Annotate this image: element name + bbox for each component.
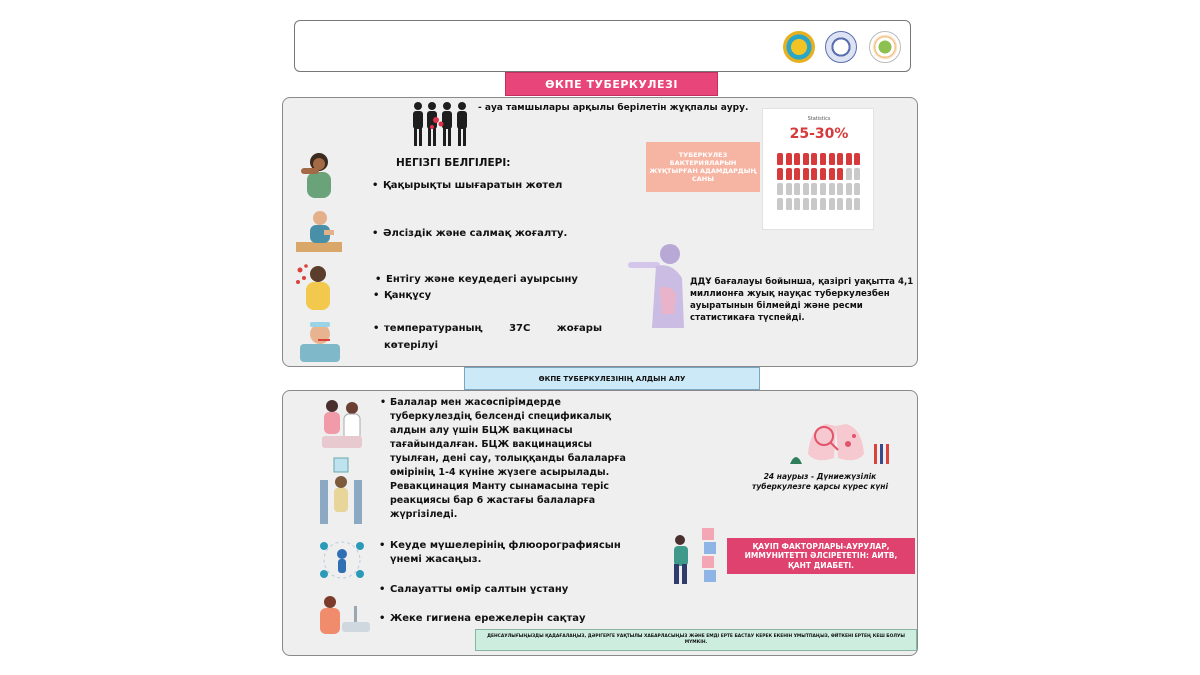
statistics-person-figure [820, 183, 826, 195]
statistics-person-figure [811, 183, 817, 195]
fever-person-illustration [296, 314, 344, 364]
statistics-person-figure [794, 168, 800, 180]
healthy-lifestyle-illustration [316, 534, 368, 586]
intro-text: - ауа тамшылары арқылы берілетін жұқпалы ауру. [478, 103, 749, 113]
statistics-person-figure [846, 183, 852, 195]
who-estimate-text: ДДҰ бағалауы бойынша, қазіргі уақытта 4,1 миллионға жуық науқас туберкулезбен ауыратынын білмейді және ресми статистикаға түспейді. [690, 277, 914, 323]
statistics-person-figure [803, 198, 809, 210]
emblem-icon [783, 31, 815, 63]
statistics-person-figure [820, 198, 826, 210]
footer-advice: ДЕНСАУЛЫҒЫҢЫЗДЫ ҚАДАҒАЛАҢЫЗ, ДӘРІГЕРГЕ УАҚТЫЛЫ ХАБАРЛАСЫҢЫЗ ЖӘНЕ ЕМДІ ЕРТЕ БАСТАУ КЕРЕК ЕКЕНІН ҰМЫТПАҢЫЗ, ӨЙТКЕНІ ЕРТЕҢ КЕШ БОЛУЫ МҮМКІН. [475, 629, 917, 651]
header-box [294, 20, 911, 72]
risk-blocks-illustration [664, 524, 724, 588]
statistics-card [762, 108, 874, 230]
statistics-label: Statistics [807, 116, 831, 122]
bcg-vaccine-text: • Балалар мен жасөспірімдерде туберкулездің белсенді спецификалық алдын алу үшін БЦЖ вакцинасы тағайындалған. БЦЖ вакцинациясы туылған, дені сау, толыққанды балаларға өмірінің 1-4 күніне жүзеге асырылады. Ревакцинация Манту сынамасына теріс реакциясы бар 6 жастағы балаларға жүргізіледі. [390, 396, 630, 522]
statistics-person-figure [820, 153, 826, 165]
statistics-person-figure [820, 168, 826, 180]
statistics-person-figure [837, 153, 843, 165]
statistics-person-figure [829, 198, 835, 210]
vaccination-illustration [318, 396, 366, 450]
statistics-person-figure [854, 183, 860, 195]
tree-logo-icon [869, 31, 901, 63]
tired-person-illustration [294, 208, 344, 256]
university-seal-icon [825, 31, 857, 63]
statistics-person-figure [829, 153, 835, 165]
prevention-item: • Жеке гигиена ережелерін сақтау [390, 611, 586, 626]
statistics-person-figure [846, 168, 852, 180]
statistics-person-figure [846, 153, 852, 165]
statistics-person-figure [786, 153, 792, 165]
hand-washing-illustration [310, 592, 374, 640]
statistics-person-figure [811, 168, 817, 180]
statistics-person-figure [854, 153, 860, 165]
statistics-person-figure [803, 183, 809, 195]
statistics-person-figure [854, 198, 860, 210]
statistics-person-figure [794, 183, 800, 195]
risk-factors-box: ҚАУІП ФАКТОРЛАРЫ-АУРУЛАР, ИММУНИТЕТТІ ӘЛСІРЕТЕТІН: АИТВ, ҚАНТ ДИАБЕТІ. [727, 538, 915, 574]
symptom-item: • температураның 37С жоғары көтерілуі [384, 320, 602, 354]
statistics-person-figure [837, 198, 843, 210]
statistics-person-figure [786, 168, 792, 180]
statistics-person-figure [829, 183, 835, 195]
statistics-person-figure [777, 183, 783, 195]
statistics-percent: 25-30% [789, 126, 849, 142]
prevention-title: ӨКПЕ ТУБЕРКУЛЕЗІНІҢ АЛДЫН АЛУ [464, 367, 760, 390]
statistics-person-figure [786, 198, 792, 210]
statistics-person-figure [794, 198, 800, 210]
xray-screening-illustration [314, 456, 368, 530]
statistics-person-figure [829, 168, 835, 180]
statistics-person-figure [803, 168, 809, 180]
symptom-item: • Қанқұсу [384, 288, 431, 303]
lung-patient-illustration [626, 238, 690, 330]
statistics-person-figure [846, 198, 852, 210]
statistics-person-figure [811, 153, 817, 165]
symptom-item: • Қақырықты шығаратын жөтел [383, 178, 562, 193]
people-group-icon [410, 100, 470, 150]
statistics-person-figure [811, 198, 817, 210]
world-tb-day-caption: 24 наурыз - Дүниежүзілік туберкулезге қарсы күрес күні [751, 472, 889, 491]
statistics-person-figure [837, 168, 843, 180]
statistics-person-figure [777, 198, 783, 210]
symptom-item: • Әлсіздік және салмақ жоғалту. [383, 226, 567, 241]
symptoms-title: НЕГІЗГІ БЕЛГІЛЕРІ: [396, 157, 511, 169]
bacteria-infected-label: ТУБЕРКУЛЕЗ БАКТЕРИЯЛАРЫН ЖҰҚТЫРҒАН АДАМДАРДЫҢ САНЫ [646, 142, 760, 192]
prevention-item: • Кеуде мүшелерінің флюорографиясын үнемі жасаңыз. [390, 539, 630, 567]
statistics-figures-icon [777, 153, 863, 210]
page-title: ӨКПЕ ТУБЕРКУЛЕЗІ [505, 72, 718, 96]
lungs-bacteria-illustration [786, 414, 894, 470]
statistics-person-figure [777, 153, 783, 165]
coughing-person-illustration [295, 150, 341, 202]
statistics-person-figure [786, 183, 792, 195]
chest-pain-illustration [292, 262, 344, 312]
statistics-person-figure [837, 183, 843, 195]
symptom-item: • Ентігу және кеудедегі ауырсыну [386, 272, 578, 287]
prevention-item: • Салауатты өмір салтын ұстану [390, 582, 568, 597]
statistics-person-figure [794, 153, 800, 165]
statistics-person-figure [854, 168, 860, 180]
statistics-person-figure [803, 153, 809, 165]
statistics-person-figure [777, 168, 783, 180]
